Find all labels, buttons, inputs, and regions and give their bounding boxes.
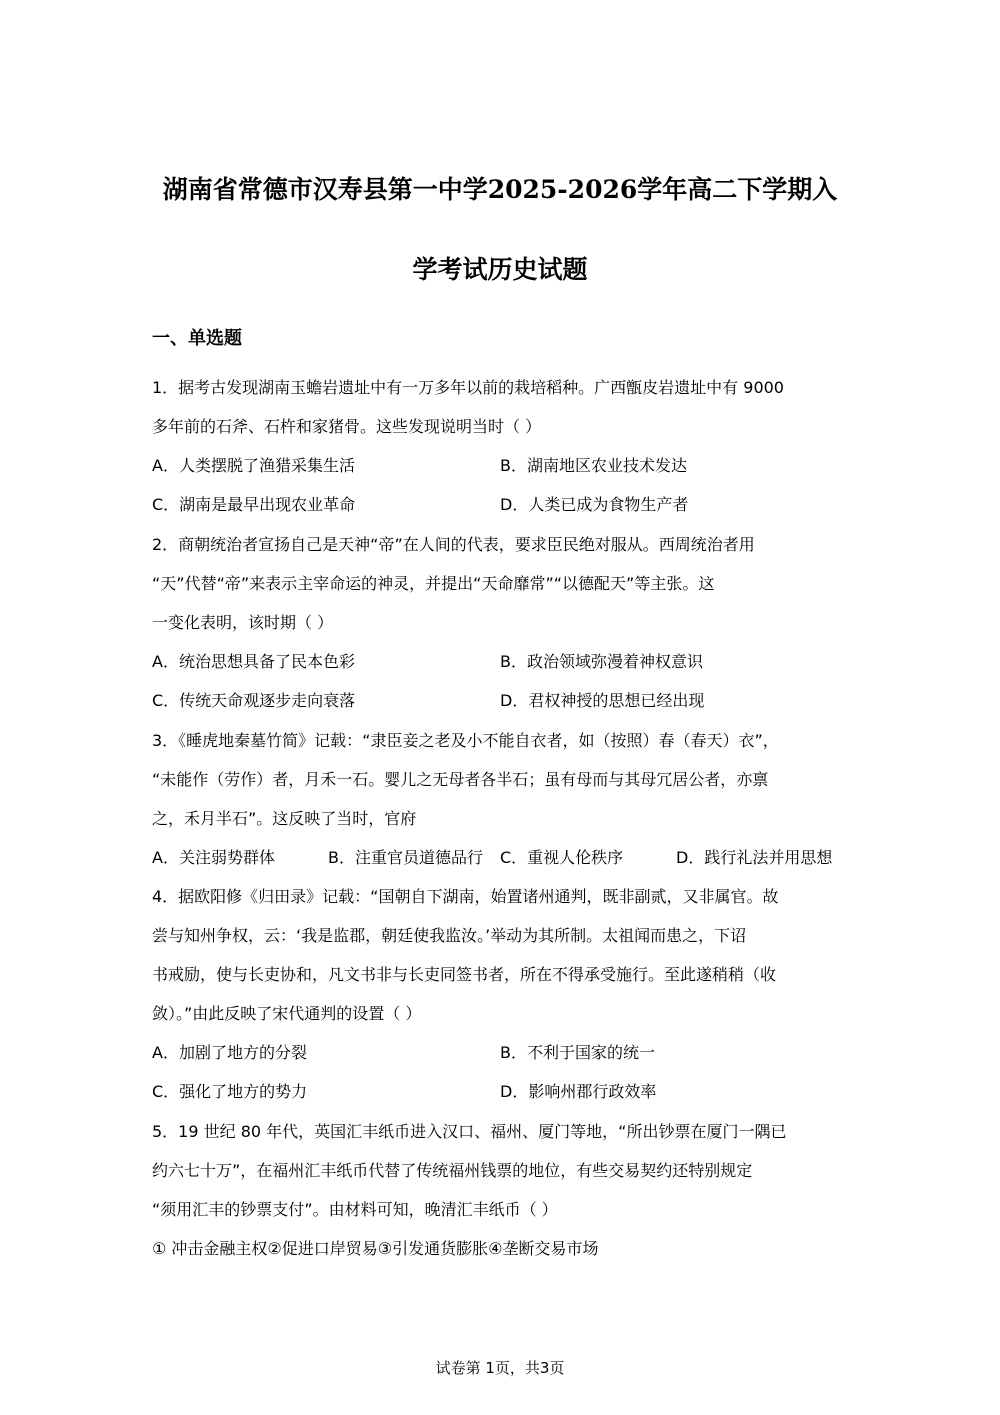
question-text-line: 5．19 世纪 80 年代，英国汇丰纸币进入汉口、福州、厦门等地，“所出钞票在厦门一隅已: [152, 1122, 787, 1141]
question-text-line: 1．据考古发现湖南玉蟾岩遗址中有一万多年以前的栽培稻种。广西甑皮岩遗址中有 9000: [152, 378, 784, 397]
option-c: C．传统天命观逐步走向衰落: [152, 691, 356, 710]
option-d: D．人类已成为食物生产者: [500, 495, 689, 514]
option-a: A．加剧了地方的分裂: [152, 1043, 307, 1062]
question-text-line: 3．《睡虎地秦墓竹简》记载：“隶臣妾之老及小不能自衣者，如（按照）春（春天）衣”，: [152, 731, 779, 750]
option-a: A．人类摆脱了渔猎采集生活: [152, 456, 355, 475]
option-b: B．湖南地区农业技术发达: [500, 456, 687, 475]
question-text-line: 一变化表明，该时期（ ）: [152, 613, 334, 632]
option-a: A．统治思想具备了民本色彩: [152, 652, 355, 671]
question-text-line: 约六七十万”，在福州汇丰纸币代替了传统福州钱票的地位，有些交易契约还特别规定: [152, 1161, 753, 1180]
option-d: D．影响州郡行政效率: [500, 1082, 657, 1101]
option-c: C．强化了地方的势力: [152, 1082, 308, 1101]
question-text-line: 书戒励，使与长吏协和，凡文书非与长吏同签书者，所在不得承受施行。至此遂稍稍（收: [152, 965, 777, 984]
option-d: D．君权神授的思想已经出现: [500, 691, 705, 710]
option-c: C．重视人伦秩序: [500, 848, 624, 867]
question-text-line: 尝与知州争权，云：‘我是监郡，朝廷使我监汝。’举动为其所制。太祖闻而患之，下诏: [152, 926, 747, 945]
question-statements-line: ① 冲击金融主权②促进口岸贸易③引发通货膨胀④垄断交易市场: [152, 1239, 599, 1258]
page-footer: 试卷第 1页，共3页: [435, 1359, 565, 1377]
option-a: A．关注弱势群体: [152, 848, 275, 867]
option-b: B．不利于国家的统一: [500, 1043, 655, 1062]
question-text-line: “未能作（劳作）者，月禾一石。婴儿之无母者各半石；虽有母而与其母冗居公者，亦禀: [152, 770, 769, 789]
question-text-line: “天”代替“帝”来表示主宰命运的神灵，并提出“天命靡常”“以德配天”等主张。这: [152, 574, 715, 593]
section-heading: 一、单选题: [152, 328, 242, 349]
question-text-line: 敛）。”由此反映了宋代通判的设置（ ）: [152, 1004, 422, 1023]
exam-title-line-1: 湖南省常德市汉寿县第一中学2025-2026学年高二下学期入: [162, 175, 838, 204]
question-text-line: 4．据欧阳修《归田录》记载：“国朝自下湖南，始置诸州通判，既非副贰，又非属官。故: [152, 887, 779, 906]
option-d: D．践行礼法并用思想: [676, 848, 833, 867]
question-text-line: 多年前的石斧、石杵和家猪骨。这些发现说明当时（ ）: [152, 417, 542, 436]
question-text-line: “须用汇丰的钞票支付”。由材料可知，晚清汇丰纸币（ ）: [152, 1200, 558, 1219]
option-c: C．湖南是最早出现农业革命: [152, 495, 356, 514]
option-b: B．注重官员道德品行: [328, 848, 483, 867]
option-b: B．政治领域弥漫着神权意识: [500, 652, 703, 671]
question-text-line: 2．商朝统治者宣扬自己是天神“帝”在人间的代表，要求臣民绝对服从。西周统治者用: [152, 535, 755, 554]
exam-title-line-2: 学考试历史试题: [412, 255, 588, 284]
question-text-line: 之，禾月半石”。这反映了当时，官府: [152, 809, 417, 828]
